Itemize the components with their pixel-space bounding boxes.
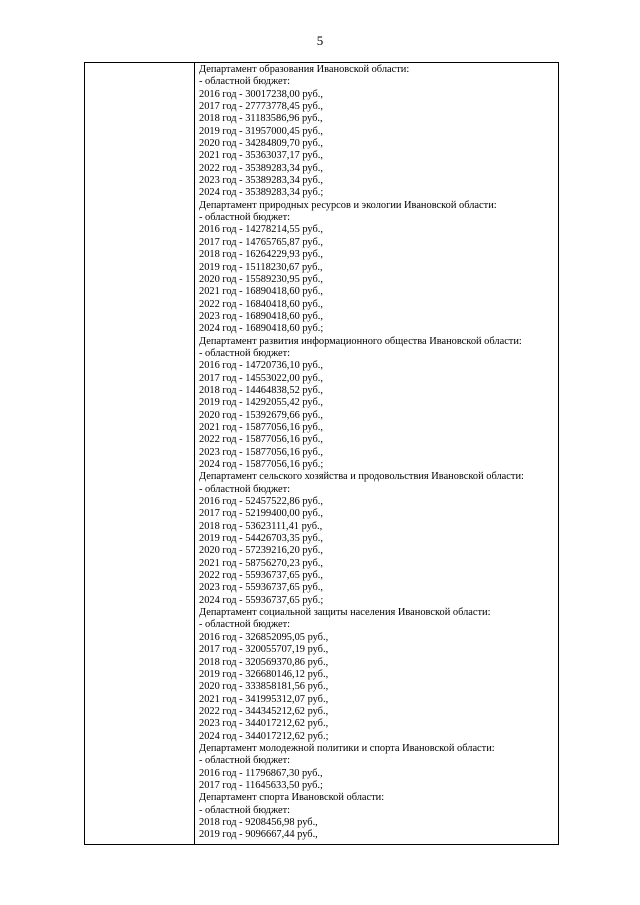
text-line: 2016 год - 326852095,05 руб., <box>199 631 329 643</box>
text-line: Департамент сельского хозяйства и продовольствия Ивановской области: <box>199 471 524 483</box>
page-number: 5 <box>316 33 324 48</box>
text-line: 2021 год - 16890418,60 руб., <box>199 286 323 298</box>
text-line: - областной бюджет: <box>199 755 291 767</box>
table-right-cell <box>199 63 554 845</box>
text-line: 2019 год - 31957000,45 руб., <box>199 125 323 137</box>
text-line: 2017 год - 14553022,00 руб., <box>199 372 323 384</box>
text-line: 2017 год - 27773778,45 руб., <box>199 101 323 113</box>
text-line: 2016 год - 52457522,86 руб., <box>199 496 323 508</box>
text-line: 2016 год - 14278214,55 руб., <box>199 224 323 236</box>
text-line: 2020 год - 57239216,20 руб., <box>199 545 323 557</box>
text-line: 2016 год - 30017238,00 руб., <box>199 88 323 100</box>
text-line: Департамент природных ресурсов и экологии Ивановской области: <box>199 199 497 211</box>
text-line: 2023 год - 55936737,65 руб., <box>199 582 323 594</box>
text-line: 2020 год - 333858181,56 руб., <box>199 681 329 693</box>
text-line: 2020 год - 15589230,95 руб., <box>199 273 323 285</box>
text-line: 2019 год - 15118230,67 руб., <box>199 261 323 273</box>
text-line: - областной бюджет: <box>199 619 291 631</box>
text-line: 2024 год - 55936737,65 руб.; <box>199 594 324 606</box>
text-line: 2021 год - 35363037,17 руб., <box>199 150 323 162</box>
text-line: 2019 год - 14292055,42 руб., <box>199 397 323 409</box>
text-line: 2018 год - 320569370,86 руб., <box>199 656 329 668</box>
text-line: 2018 год - 16264229,93 руб., <box>199 249 323 261</box>
text-line: 2022 год - 55936737,65 руб., <box>199 570 323 582</box>
text-line: 2022 год - 344345212,62 руб., <box>199 705 329 717</box>
text-line: - областной бюджет: <box>199 483 291 495</box>
text-line: 2020 год - 15392679,66 руб., <box>199 409 323 421</box>
text-line: 2023 год - 344017212,62 руб., <box>199 718 329 730</box>
budget-table <box>84 62 559 845</box>
text-line: 2024 год - 15877056,16 руб.; <box>199 459 324 470</box>
text-line: Департамент спорта Ивановской области: <box>199 792 385 804</box>
text-line: 2018 год - 9208456,98 руб., <box>199 816 318 828</box>
table-left-cell <box>85 63 195 844</box>
text-line: 2016 год - 11796867,30 руб., <box>199 767 323 779</box>
text-line: 2019 год - 326680146,12 руб., <box>199 668 329 680</box>
text-line: 2018 год - 53623111,41 руб., <box>199 520 323 532</box>
text-line: - областной бюджет: <box>199 804 291 816</box>
text-line: 2022 год - 16840418,60 руб., <box>199 298 323 310</box>
text-line: 2017 год - 11645633,50 руб.; <box>199 779 323 791</box>
text-line: Департамент молодежной политики и спорта Ивановской области: <box>199 742 495 754</box>
text-line: - областной бюджет: <box>199 347 291 359</box>
text-line: 2023 год - 16890418,60 руб., <box>199 310 323 322</box>
text-line: 2024 год - 35389283,34 руб.; <box>199 187 324 199</box>
text-line: 2017 год - 320055707,19 руб., <box>199 644 329 656</box>
text-line: 2020 год - 34284809,70 руб., <box>199 138 323 150</box>
text-line: 2019 год - 9096667,44 руб., <box>199 829 318 841</box>
text-line: 2024 год - 344017212,62 руб.; <box>199 730 329 742</box>
text-line: 2018 год - 31183586,96 руб., <box>199 113 323 125</box>
text-line: 2021 год - 15877056,16 руб., <box>199 421 323 433</box>
text-line: 2021 год - 341995312,07 руб., <box>199 693 329 705</box>
text-line: 2018 год - 14464838,52 руб., <box>199 384 323 396</box>
text-line: 2017 год - 14765765,87 руб., <box>199 236 323 248</box>
text-line: 2016 год - 14720736,10 руб., <box>199 360 323 372</box>
text-line: - областной бюджет: <box>199 212 291 224</box>
text-line: 2023 год - 35389283,34 руб., <box>199 175 323 187</box>
text-line: Департамент развития информационного общества Ивановской области: <box>199 335 522 347</box>
text-line: 2023 год - 15877056,16 руб., <box>199 446 323 458</box>
text-line: Департамент социальной защиты населения Ивановской области: <box>199 607 491 619</box>
text-line: 2024 год - 16890418,60 руб.; <box>199 323 324 335</box>
text-line: Департамент образования Ивановской области: <box>199 64 410 75</box>
text-line: 2021 год - 58756270,23 руб., <box>199 557 323 569</box>
text-line: 2017 год - 52199400,00 руб., <box>199 508 323 520</box>
text-line: - областной бюджет: <box>199 76 291 88</box>
text-line: 2022 год - 35389283,34 руб., <box>199 162 323 174</box>
text-line: 2019 год - 54426703,35 руб., <box>199 533 323 545</box>
text-line: 2022 год - 15877056,16 руб., <box>199 434 323 446</box>
